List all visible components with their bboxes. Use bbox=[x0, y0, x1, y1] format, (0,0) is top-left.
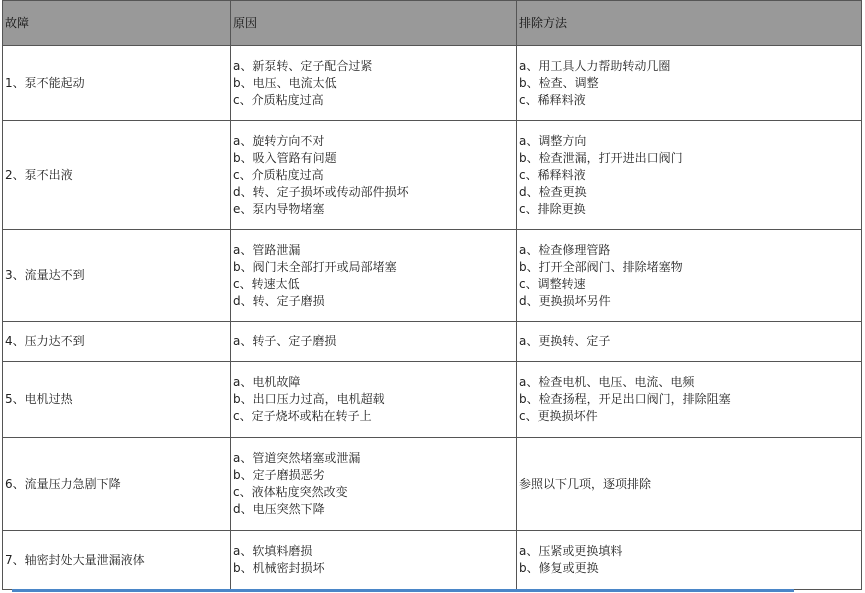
cause-line: a、新泵转、定子配合过紧 bbox=[233, 58, 373, 73]
remedy-cell bbox=[517, 362, 862, 438]
cause-line: c、转速太低 bbox=[233, 276, 300, 291]
remedy-cell bbox=[517, 438, 862, 531]
cause-cell bbox=[231, 230, 517, 322]
cause-cell bbox=[231, 322, 517, 362]
cause-line: a、转子、定子磨损 bbox=[233, 334, 337, 348]
remedy-line: c、更换损坏件 bbox=[519, 409, 598, 423]
cause-line: a、管路泄漏 bbox=[233, 242, 301, 257]
cause-line: a、旋转方向不对 bbox=[233, 133, 325, 148]
bottom-accent-bar bbox=[12, 589, 794, 592]
remedy-cell bbox=[517, 121, 862, 230]
fault-cell: 5、电机过热 bbox=[3, 362, 231, 438]
remedy-cell bbox=[517, 322, 862, 362]
cause-line: b、定子磨损恶劣 bbox=[233, 468, 325, 482]
cause-line: b、机械密封损坏 bbox=[233, 561, 325, 575]
cause-line: a、电机故障 bbox=[233, 375, 301, 389]
table-row bbox=[3, 121, 862, 230]
fault-cell: 7、轴密封处大量泄漏液体 bbox=[3, 531, 231, 590]
cause-line: b、出口压力过高，电机超载 bbox=[233, 392, 385, 406]
remedy-line: b、打开全部阀门、排除堵塞物 bbox=[519, 259, 683, 274]
header-fault: 故障 bbox=[3, 1, 231, 46]
remedy-line: a、压紧或更换填料 bbox=[519, 544, 623, 558]
header-remedy: 排除方法 bbox=[517, 1, 862, 46]
remedy-line: c、调整转速 bbox=[519, 276, 586, 291]
fault-cell: 6、流量压力急剧下降 bbox=[3, 438, 231, 531]
remedy-line: 参照以下几项，逐项排除 bbox=[519, 476, 652, 491]
remedy-line: c、稀释料液 bbox=[519, 92, 586, 107]
table-row bbox=[3, 46, 862, 121]
fault-cell: 4、压力达不到 bbox=[3, 322, 231, 362]
cause-line: b、吸入管路有问题 bbox=[233, 150, 337, 165]
remedy-cell bbox=[517, 46, 862, 121]
cause-cell bbox=[231, 438, 517, 531]
cause-line: c、介质粘度过高 bbox=[233, 92, 324, 107]
remedy-line: b、检查泄漏，打开进出口阀门 bbox=[519, 150, 683, 165]
table-row bbox=[3, 531, 862, 590]
remedy-line: b、检查、调整 bbox=[519, 75, 599, 90]
cause-line: c、液体粘度突然改变 bbox=[233, 485, 348, 499]
remedy-line: a、检查修理管路 bbox=[519, 242, 611, 257]
remedy-line: d、更换损坏另件 bbox=[519, 293, 611, 308]
cause-cell bbox=[231, 531, 517, 590]
header-row bbox=[3, 1, 862, 46]
remedy-line: c、稀释料液 bbox=[519, 167, 586, 182]
table-body bbox=[3, 46, 862, 590]
cause-cell bbox=[231, 46, 517, 121]
cause-line: d、转、定子损坏或传动部件损坏 bbox=[233, 184, 409, 199]
table-row bbox=[3, 230, 862, 322]
cause-line: b、阀门未全部打开或局部堵塞 bbox=[233, 259, 397, 274]
fault-cell: 2、泵不出液 bbox=[3, 121, 231, 230]
remedy-cell bbox=[517, 230, 862, 322]
table-row bbox=[3, 322, 862, 362]
cause-line: e、泵内导物堵塞 bbox=[233, 201, 325, 216]
cause-cell bbox=[231, 362, 517, 438]
cause-cell bbox=[231, 121, 517, 230]
remedy-line: a、检查电机、电压、电流、电频 bbox=[519, 375, 695, 389]
cause-line: d、转、定子磨损 bbox=[233, 293, 325, 308]
fault-cell: 1、泵不能起动 bbox=[3, 46, 231, 121]
cause-line: a、管道突然堵塞或泄漏 bbox=[233, 451, 361, 465]
header-cause: 原因 bbox=[231, 1, 517, 46]
remedy-line: c、排除更换 bbox=[519, 201, 586, 216]
remedy-line: a、调整方向 bbox=[519, 133, 587, 148]
remedy-line: a、用工具人力帮助转动几圈 bbox=[519, 58, 671, 73]
remedy-line: d、检查更换 bbox=[519, 184, 587, 199]
cause-line: c、介质粘度过高 bbox=[233, 167, 324, 182]
remedy-line: b、检查扬程，开足出口阀门，排除阻塞 bbox=[519, 392, 731, 406]
remedy-line: b、修复或更换 bbox=[519, 561, 599, 575]
table-row bbox=[3, 438, 862, 531]
remedy-cell bbox=[517, 531, 862, 590]
cause-line: c、定子烧坏或粘在转子上 bbox=[233, 409, 372, 423]
cause-line: d、电压突然下降 bbox=[233, 502, 325, 516]
table-row bbox=[3, 362, 862, 438]
fault-cell: 3、流量达不到 bbox=[3, 230, 231, 322]
cause-line: b、电压、电流太低 bbox=[233, 75, 337, 90]
cause-line: a、软填料磨损 bbox=[233, 544, 313, 558]
fault-table bbox=[2, 0, 862, 590]
remedy-line: a、更换转、定子 bbox=[519, 334, 611, 348]
